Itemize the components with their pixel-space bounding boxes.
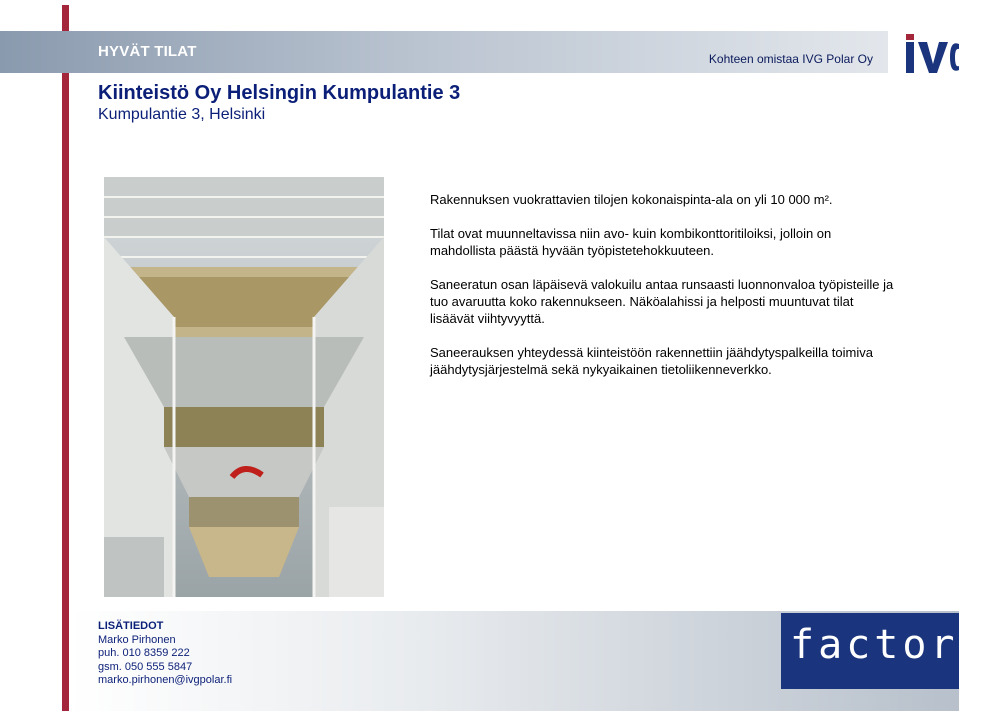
contact-info — [98, 620, 232, 688]
left-accent-bar — [62, 5, 69, 711]
contact-email-link[interactable]: marko.pirhonen@ivgpolar.fi — [98, 674, 233, 686]
owner-link[interactable]: Kohteen omistaa IVG Polar Oy — [708, 52, 873, 66]
contact-mobile: gsm. 050 555 5847 — [98, 660, 193, 673]
brand-label: HYVÄT TILAT — [98, 43, 197, 60]
factory-logo-text: factory — [790, 622, 987, 668]
ivg-logo — [902, 30, 959, 80]
factory-logo — [781, 613, 987, 689]
description-paragraph: Tilat ovat muunneltavissa niin avo- kuin kombikonttoritiloiksi, jolloin on mahdollista päästä hyvään työpistetehokkuuteen. — [430, 226, 832, 258]
contact-phone: puh. 010 8359 222 — [98, 647, 190, 659]
atrium-photo — [104, 177, 384, 597]
atrium-illustration — [104, 177, 384, 597]
contact-heading: LISÄTIEDOT — [98, 620, 164, 632]
description — [430, 191, 900, 395]
description-paragraph: Saneeratun osan läpäisevä valokuilu antaa runsaasti luonnonvaloa työpisteille ja tuo avaruutta koko rakennukseen. Näköalahissi ja helposti muuntuvat tilat lisäävät viihtyvyyttä. — [430, 277, 894, 326]
description-paragraph: Saneerauksen yhteydessä kiinteistöön rakennettiin jäähdytyspalkeilla toimiva jäähdytysjärjestelmä sekä nykyaikainen tietoliikenneverkko. — [430, 345, 873, 377]
ivg-logo-mark — [902, 30, 959, 80]
contact-name: Marko Pirhonen — [98, 633, 176, 646]
description-paragraph: Rakennuksen vuokrattavien tilojen kokonaispinta-ala on yli 10 000 m². — [430, 192, 833, 207]
property-address: Kumpulantie 3, Helsinki — [98, 106, 266, 123]
property-title: Kiinteistö Oy Helsingin Kumpulantie 3 — [98, 82, 461, 104]
